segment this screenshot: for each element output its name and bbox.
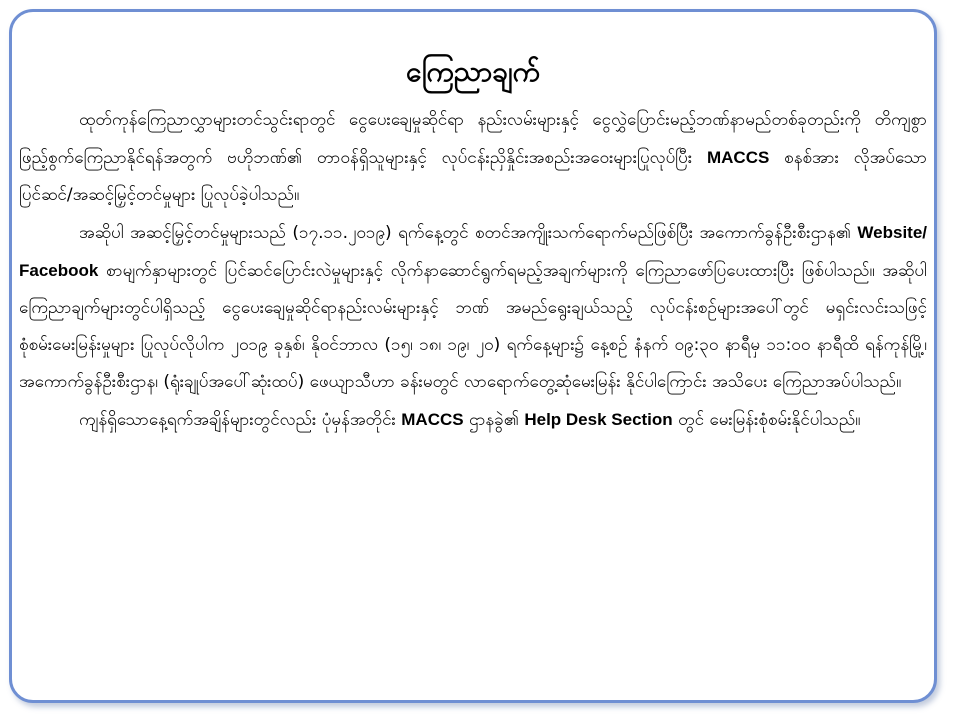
paragraph-2-text: အဆိုပါ အဆင့်မြှင့်တင်မှုများသည် (၁၇.၁၁.၂၀၁၉) ရက်နေ့တွင် စတင်အကျိုးသက်ရောက်မည်ဖြစ်ပြီး အကောက်ခွန်ဦးစီးဌာန၏ — [79, 223, 858, 243]
notice-body — [19, 102, 927, 439]
notice-title: ကြေညာချက် — [405, 55, 540, 88]
notice-frame — [9, 9, 937, 703]
website-facebook-text: Website/ Facebook — [19, 223, 927, 280]
paragraph-1-text: ထုတ်ကုန်ကြေညာလွှာများတင်သွင်းရာတွင် ငွေပေးချေမှုဆိုင်ရာ နည်းလမ်းများနှင့် ငွေလွှဲပြောင်းမည့်ဘဏ်နာမည်တစ်ခုတည်းကို တိကျစွာဖြည့်စွက်ကြေညာနိုင်ရန်အတွက် ဗဟိုဘဏ်၏ တာဝန်ရှိသူများနှင့် လုပ်ငန်းညှိနှိုင်းအစည်းအဝေးများပြုလုပ်ပြီး — [19, 110, 927, 168]
system-name: MACCS — [706, 148, 770, 167]
paragraph-1 — [19, 102, 927, 214]
help-desk-name: Help Desk Section — [524, 410, 673, 429]
paragraph-1-text-end: စနစ်အား လိုအပ်သော ပြင်ဆင်/အဆင့်မြှင့်တင်မှုများ ပြုလုပ်ခဲ့ပါသည်။ — [19, 148, 928, 205]
paragraph-3 — [19, 401, 927, 439]
paragraph-2-text-end: စာမျက်နှာများတွင် ပြင်ဆင်ပြောင်းလဲမှုများနှင့် လိုက်နာဆောင်ရွက်ရမည့်အချက်များကို ကြေညာဖော်ပြပေးထားပြီး ဖြစ်ပါသည်။ အဆိုပါကြေညာချက်များတွင်ပါရှိသည့် ငွေပေးချေမှုဆိုင်ရာနည်းလမ်းများနှင့် ဘဏ် အမည်ရွေးချယ်သည့် လုပ်ငန်းစဉ်များအပေါ်တွင် မရှင်းလင်းသဖြင့် စုံစမ်းမေးမြန်းမှုများ ပြုလုပ်လိုပါက ၂၀၁၉ ခုနှစ်၊ နိုဝင်ဘာလ (၁၅၊ ၁၈၊ ၁၉၊ ၂၀) ရက်နေ့များ၌ နေ့စဉ် နံနက် ၀၉:၃၀ နာရီမှ ၁၁:၀၀ နာရီထိ ရန်ကုန်မြို့၊ အကောက်ခွန်ဦးစီးဌာန၊ (ရုံးချုပ်အပေါ်ဆုံးထပ်) ဖေယျာသီဟာ ခန်းမတွင် လာရောက်တွေ့ဆုံမေးမြန်း နိုင်ပါကြောင်း အသိပေး ကြေညာအပ်ပါသည်။ — [19, 261, 927, 392]
paragraph-3-text-end: တွင် မေးမြန်းစုံစမ်းနိုင်ပါသည်။ — [672, 410, 861, 430]
paragraph-3-text-mid: ဌာနခွဲ၏ — [463, 410, 525, 430]
paragraph-3-text: ကျန်ရှိသောနေ့ရက်အချိန်များတွင်လည်း ပုံမှန်အတိုင်း — [79, 410, 402, 430]
system-name: MACCS — [401, 410, 464, 429]
paragraph-2 — [19, 214, 927, 401]
